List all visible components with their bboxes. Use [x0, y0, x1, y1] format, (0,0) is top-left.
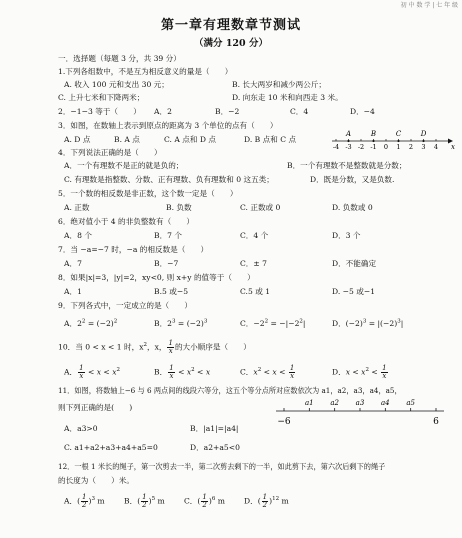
q11-stem-2: 则下列正确的是( )	[58, 403, 133, 412]
q7-option-a: A．7	[64, 259, 82, 268]
q2-option-c: C．4	[290, 107, 309, 116]
q10-option-d: D．$x < x^2$ < $\frac{1}{x}$	[332, 364, 387, 380]
q11-option-c: C. a1+a2+a3+a4+a5=0	[64, 443, 158, 452]
q3-axis-letter: A	[345, 130, 352, 138]
q11-option-a: A．a3>0	[64, 424, 98, 433]
q12-option-b-label: B．	[124, 496, 138, 506]
q4-option-d: D．既是分数，又是负数.	[310, 175, 395, 184]
q3-axis-number: -4	[332, 143, 340, 151]
q3-stem: 3．如图，在数轴上表示到原点的距离为 3 个单位的点有（ ）	[58, 121, 278, 130]
q10-option-a: A． $\frac{1}{x}$ < $x < x^2$	[64, 364, 120, 380]
q10-option-b: B． $\frac{1}{x}$ < $x^2 < x$	[154, 364, 211, 380]
q6-option-b: B．7 个	[154, 231, 183, 240]
q11-axis-point-label: a2	[330, 399, 339, 407]
q11-axis-left-label: −6	[277, 417, 291, 427]
q3-axis-point	[372, 140, 374, 142]
q1-option-b: B. 长大两岁和减少两公斤；	[232, 80, 326, 89]
q12-option-c: C．( $\frac{1}{2}$ )$^6$ m	[184, 493, 225, 509]
q5-option-a: A. 正数	[64, 203, 90, 212]
page-subtitle: （满分 120 分）	[194, 38, 268, 49]
page-title: 第一章有理数章节测试	[160, 18, 301, 33]
q9-option-a-label: A．2	[64, 319, 82, 328]
q4-stem: 4．下列说法正确的是（ ）	[58, 148, 162, 157]
q9-option-c: C．$-2^2 = -|-2^2|$	[240, 318, 306, 328]
q4-option-c: C. 有理数是指整数、分数、正有理数、负有理数和 0 这五类；	[64, 175, 274, 184]
q11-axis-point-label: a1	[305, 399, 314, 407]
q1-option-d: D. 向东走 10 米和向西走 3 米。	[232, 93, 343, 102]
q7-option-c: C．± 7	[240, 259, 268, 268]
q3-axis-letter: C	[395, 130, 402, 138]
q11-axis-point-label: a5	[406, 399, 415, 407]
q3-option-d: D. B 点和 C 点	[244, 135, 297, 144]
q11-stem: 11．如图，将数轴上−6 与 6 两点间的线段六等分，这五个等分点所对应数依次为 a1，a2，a3，a4，a5，	[58, 386, 402, 395]
q9-option-a: A．$2^2 = (-2)^2$	[64, 318, 118, 328]
q5-option-b: B. 负数	[166, 203, 192, 212]
q9-option-d-label: D．(−2)	[332, 319, 363, 328]
q10-option-a-label: A．	[64, 367, 78, 377]
q12-option-a-label: A．	[64, 496, 78, 506]
q3-axis-number: 1	[396, 143, 401, 151]
q3-number-line	[330, 124, 456, 154]
q1-stem: 1.下列各组数中，不是互为相反意义的量是（ ）	[58, 67, 233, 76]
q10-stem-post: 的大小顺序是（ ）	[174, 342, 251, 352]
q12-option-d: D．( $\frac{1}{2}$ )$^{12}$ m	[244, 493, 289, 509]
q11-option-b: B．|a1|=|a4|	[190, 424, 239, 433]
q3-option-b: B. A 点	[114, 135, 140, 144]
q10-stem-pre: 10．当 0 < x < 1 时，x	[58, 342, 144, 352]
q6-option-a: A．8 个	[64, 231, 92, 240]
q11-axis-point-label: a3	[355, 399, 365, 407]
q3-axis-x-label: x	[451, 143, 455, 151]
q9-option-b-label: B．2	[154, 319, 173, 328]
q3-axis-point	[397, 140, 399, 142]
q6-stem: 6．绝对值小于 4 的非负整数有（ ）	[58, 217, 194, 226]
q4-option-a: A．一个有理数不是正的就是负的；	[64, 161, 184, 170]
q10-option-b-label: B．	[154, 367, 168, 377]
q7-option-d: D．不能确定	[332, 259, 377, 268]
header-tag: 初 中 数 学 | 七 年 级	[400, 2, 458, 9]
q1-option-a: A. 收入 100 元和支出 30 元；	[64, 80, 169, 89]
q8-option-d: D. −5 或−1	[332, 287, 376, 296]
q3-axis-point	[347, 140, 349, 142]
q8-option-a: A．1	[64, 287, 82, 296]
q8-option-c: C.5 或 1	[240, 287, 271, 296]
q10-stem: 10．当 0 < x < 1 时，$x^2$，x， $\frac{1}{x}$ 的大小顺序是（ ）	[58, 339, 251, 355]
q7-option-b: B．−7	[154, 259, 179, 268]
q3-option-c: C. A 点和 D 点	[164, 135, 216, 144]
q3-axis-number: 4	[433, 143, 439, 151]
q11-axis-right-label: 6	[433, 417, 439, 427]
q6-option-c: C．4 个	[240, 231, 269, 240]
q10-option-d-label: D．	[332, 367, 346, 377]
q10-option-c-label: C．	[240, 367, 254, 377]
q8-stem: 8．如果|x|=3，|y|=2，xy<0, 则 x+y 的值等于（ ）	[58, 273, 255, 282]
q9-stem: 9．下列各式中，一定成立的是（ ）	[58, 301, 192, 310]
q8-option-b: B.5 或−5	[154, 287, 189, 296]
q3-option-a: A. D 点	[64, 135, 91, 144]
q5-option-d: D. 负数或 0	[332, 203, 373, 212]
q3-axis-number: -2	[357, 143, 365, 151]
q11-option-d: D．a2+a5<0	[190, 443, 240, 452]
q12-option-c-label: C．	[184, 496, 198, 506]
q12-option-b: B．( $\frac{1}{2}$ )$^5$ m	[124, 493, 165, 509]
q5-stem: 5．一个数的相反数是非正数，这个数一定是（ ）	[58, 189, 238, 198]
q6-option-d: D．3 个	[332, 231, 361, 240]
q3-axis-point	[422, 140, 424, 142]
q9-option-d: D．$(-2)^3 = |(-2)^3|$	[332, 318, 404, 328]
q2-option-a: A．2	[154, 107, 172, 116]
q11-number-line	[270, 395, 450, 429]
q12-option-a: A．( $\frac{1}{2}$ )$^3$ m	[64, 493, 105, 509]
q3-axis-letter: B	[370, 130, 377, 138]
section-heading: 一．选择题（每题 3 分，共 39 分）	[58, 54, 181, 63]
q2-option-b: B．−2	[215, 107, 240, 116]
q3-axis-number: 0	[383, 143, 389, 151]
q3-axis-number: -1	[370, 143, 377, 151]
q12-option-d-label: D．	[244, 496, 258, 506]
q7-stem: 7．当 −a=−7 时，−a 的相反数是（ ）	[58, 245, 209, 254]
q12-stem-2: 的长度为（ ）米。	[58, 476, 134, 485]
q3-axis-letter: D	[420, 130, 427, 138]
q9-option-c-label: C．−2	[240, 319, 265, 328]
q9-option-b: B．$2^3 = (-2)^3$	[154, 318, 208, 328]
q12-stem: 12．一根 1 米长的绳子，第一次剪去一半，第二次剪去剩下的一半，如此剪下去，第六次后剩下的绳子	[58, 462, 386, 471]
q10-option-c: C．$x^2 < x$ < $\frac{1}{x}$	[240, 364, 295, 380]
q5-option-c: C. 正数或 0	[240, 203, 281, 212]
q4-option-b: B．一个有理数不是整数就是分数；	[287, 161, 407, 170]
q10-stem-mid: ，x，	[146, 342, 167, 352]
q2-stem: 2．−1−3 等于（ ）	[58, 107, 141, 116]
q3-axis-number: 2	[408, 143, 414, 151]
q3-axis-number: 3	[421, 143, 426, 151]
q2-option-d: D．−4	[350, 107, 375, 116]
q3-axis-number: -3	[345, 143, 352, 151]
q1-option-c: C. 上升七米和下降两米；	[58, 93, 145, 102]
q11-axis-point-label: a4	[381, 399, 390, 407]
